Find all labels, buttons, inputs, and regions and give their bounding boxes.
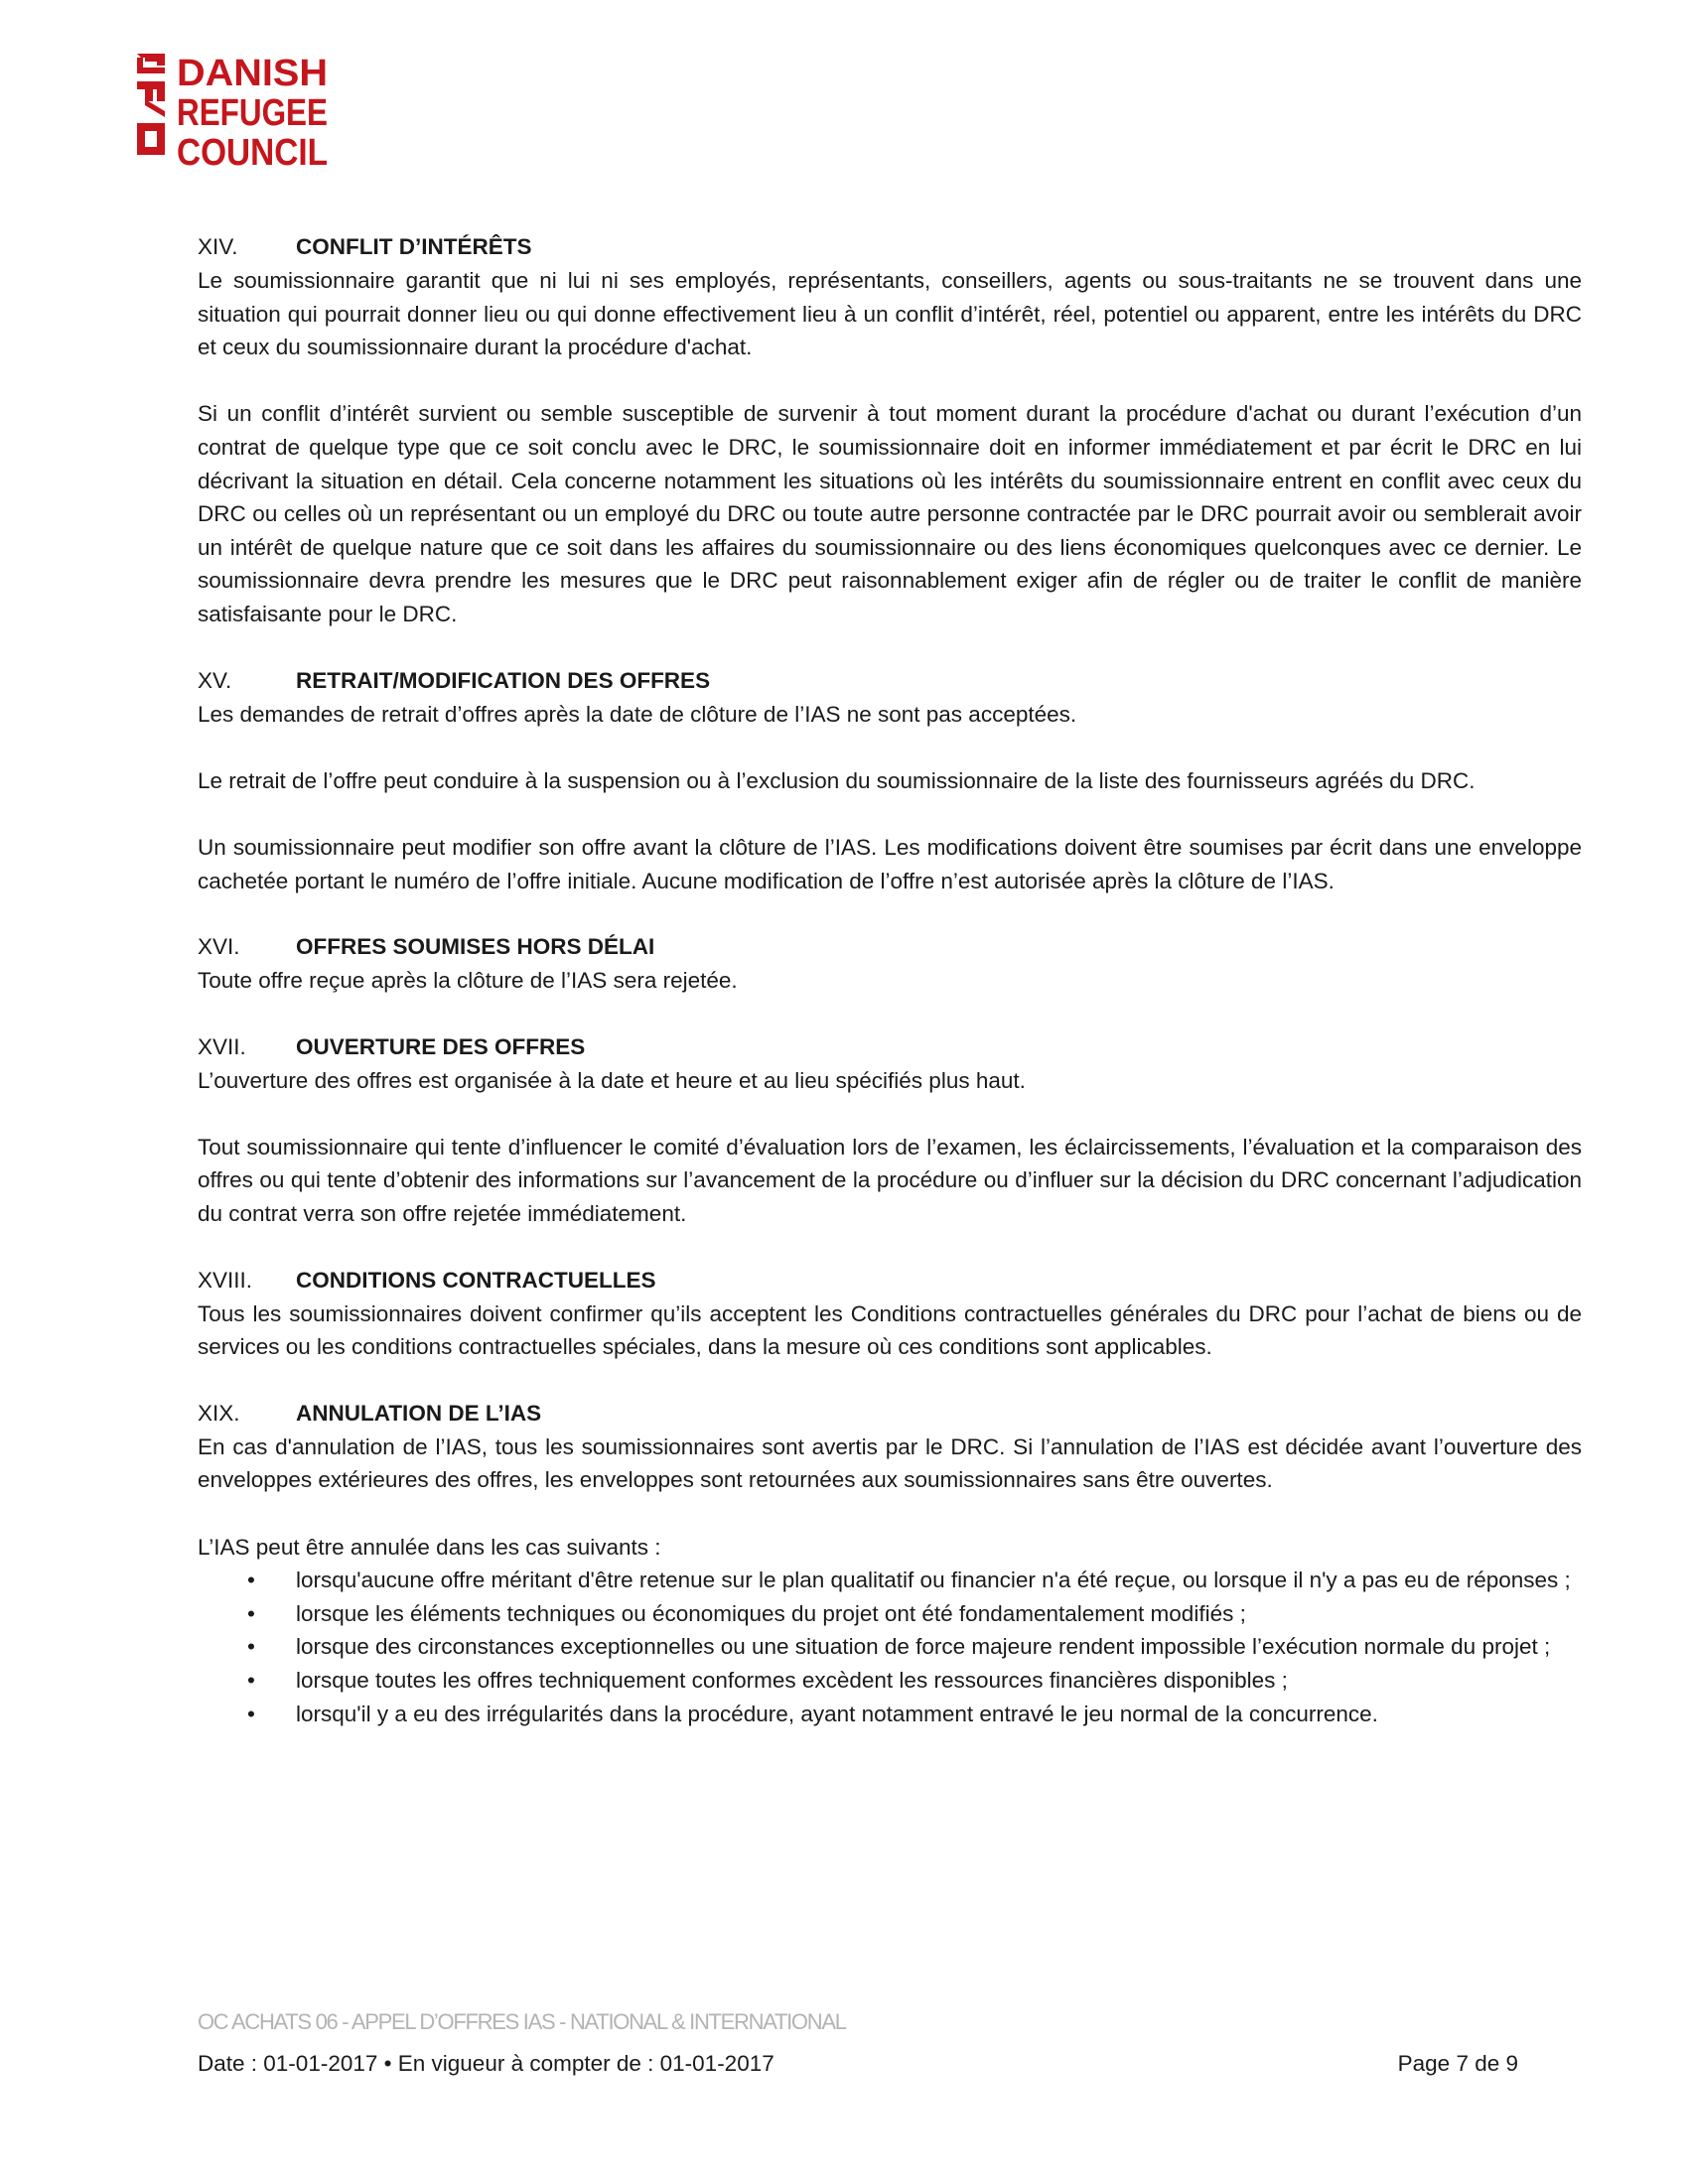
section-title: CONDITIONS CONTRACTUELLES xyxy=(296,1267,656,1293)
section-heading xyxy=(198,1030,1582,1064)
section xyxy=(198,1264,1582,1364)
paragraph: L’ouverture des offres est organisée à la date et heure et au lieu spécifiés plus haut. xyxy=(198,1067,1026,1093)
paragraph: Les demandes de retrait d’offres après la date de clôture de l’IAS ne sont pas acceptées. xyxy=(198,701,1077,727)
section-heading xyxy=(198,1397,1582,1431)
logo-line-danish: DANISH xyxy=(177,53,328,94)
document-body xyxy=(198,230,1582,1763)
section-number: XIX. xyxy=(198,1400,240,1426)
section-number: XVII. xyxy=(198,1033,246,1059)
section-number: XVIII. xyxy=(198,1267,253,1293)
bullet-item: • lorsque toutes les offres techniquement conformes excèdent les ressources financières disponibles ; xyxy=(198,1664,1582,1698)
section-number: XV. xyxy=(198,667,232,693)
section-title: ANNULATION DE L’IAS xyxy=(296,1400,542,1426)
section-heading xyxy=(198,930,1582,964)
paragraph: Un soumissionnaire peut modifier son offre avant la clôture de l’IAS. Les modifications doivent être soumises par écrit dans une enveloppe cachetée portant le numéro de l’offre initiale. Aucune modification de l’offre n’est autorisée après la clôture de l’IAS. xyxy=(198,834,1582,893)
paragraph: Toute offre reçue après la clôture de l’IAS sera rejetée. xyxy=(198,968,738,994)
bullet-item: • lorsque des circonstances exceptionnelles ou une situation de force majeure rendent impossible l’exécution normale du projet ; xyxy=(198,1630,1582,1664)
paragraph: Tous les soumissionnaires doivent confirmer qu’ils acceptent les Conditions contractuelles générales du DRC pour l’achat de biens ou de services ou les conditions contractuelles spéciales, dans la mesure où ces conditions sont applicables. xyxy=(198,1300,1582,1360)
bullet-item: • lorsque les éléments techniques ou économiques du projet ont été fondamentalement modifiés ; xyxy=(198,1597,1582,1631)
footer-line xyxy=(198,2051,1518,2077)
section-title: OFFRES SOUMISES HORS DÉLAI xyxy=(296,934,655,960)
section xyxy=(198,230,1582,631)
drc-logo xyxy=(133,52,332,174)
footer-date: Date : 01-01-2017 • En vigueur à compter de : 01-01-2017 xyxy=(198,2051,774,2076)
paragraph: En cas d'annulation de l’IAS, tous les soumissionnaires sont avertis par le DRC. Si l’annulation de l’IAS est décidée avant l’ouverture des enveloppes extérieures des offres, les enveloppes sont retournées aux soumissionnaires sans être ouvertes. xyxy=(198,1433,1582,1493)
bullet-item: • lorsqu'il y a eu des irrégularités dans la procédure, ayant notamment entravé le jeu normal de la concurrence. xyxy=(198,1698,1582,1731)
section xyxy=(198,1397,1582,1730)
bullet-list xyxy=(198,1564,1582,1730)
section-number: XVI. xyxy=(198,934,240,960)
section-number: XIV. xyxy=(198,234,238,259)
footer-doc-code: OC ACHATS 06 - APPEL D’OFFRES IAS - NATIONAL & INTERNATIONAL xyxy=(198,2009,846,2034)
section xyxy=(198,1030,1582,1231)
section-title: OUVERTURE DES OFFRES xyxy=(296,1033,586,1059)
drc-vertical-mark xyxy=(137,54,165,155)
paragraph: Le retrait de l’offre peut conduire à la suspension ou à l’exclusion du soumissionnaire de la liste des fournisseurs agréés du DRC. xyxy=(198,767,1476,793)
paragraph: L’IAS peut être annulée dans les cas suivants : xyxy=(198,1534,661,1560)
section-heading xyxy=(198,230,1582,264)
drc-wordmark xyxy=(177,53,328,174)
logo-line-refugee: REFUGEE xyxy=(177,92,328,134)
paragraph: Tout soumissionnaire qui tente d’influencer le comité d’évaluation lors de l’examen, les éclaircissements, l’évaluation et la comparaison des offres ou qui tente d’obtenir des informations sur l’avancement de la procédure ou d’influer sur la décision du DRC concernant l’adjudication du contrat verra son offre rejetée immédiatement. xyxy=(198,1134,1582,1227)
section-title: RETRAIT/MODIFICATION DES OFFRES xyxy=(296,667,711,693)
footer-page-number: Page 7 de 9 xyxy=(1397,2051,1518,2076)
section-heading xyxy=(198,664,1582,698)
drc-logo-graphic xyxy=(133,52,332,174)
section-heading xyxy=(198,1264,1582,1297)
bullet-item: • lorsqu'aucune offre méritant d'être retenue sur le plan qualitatif ou financier n'a été reçue, ou lorsque il n'y a pas eu de réponses ; xyxy=(198,1564,1582,1597)
paragraph: Le soumissionnaire garantit que ni lui ni ses employés, représentants, conseillers, agents ou sous-traitants ne se trouvent dans une situation qui pourrait donner lieu ou qui donne effectivement lieu à un conflit d’intérêt, réel, potentiel ou apparent, entre les intérêts du DRC et ceux du soumissionnaire durant la procédure d'achat. xyxy=(198,268,1582,360)
logo-line-council: COUNCIL xyxy=(177,132,328,174)
section xyxy=(198,664,1582,898)
section xyxy=(198,930,1582,998)
section-title: CONFLIT D’INTÉRÊTS xyxy=(296,234,532,259)
paragraph: Si un conflit d’intérêt survient ou semble susceptible de survenir à tout moment durant la procédure d'achat ou durant l’exécution d’un contrat de quelque type que ce soit conclu avec le DRC, le soumissionnaire doit en informer immédiatement et par écrit le DRC en lui décrivant la situation en détail. Cela concerne notamment les situations où les intérêts du soumissionnaire entrent en conflit avec ceux du DRC ou celles où un représentant ou un employé du DRC ou toute autre personne contractée par le DRC pourrait avoir ou semblerait avoir un intérêt de quelque nature que ce soit dans les affaires du soumissionnaire ou des liens économiques quelconques avec ce dernier. Le soumissionnaire devra prendre les mesures que le DRC peut raisonnablement exiger afin de régler ou de traiter le conflit de manière satisfaisante pour le DRC. xyxy=(198,401,1582,626)
